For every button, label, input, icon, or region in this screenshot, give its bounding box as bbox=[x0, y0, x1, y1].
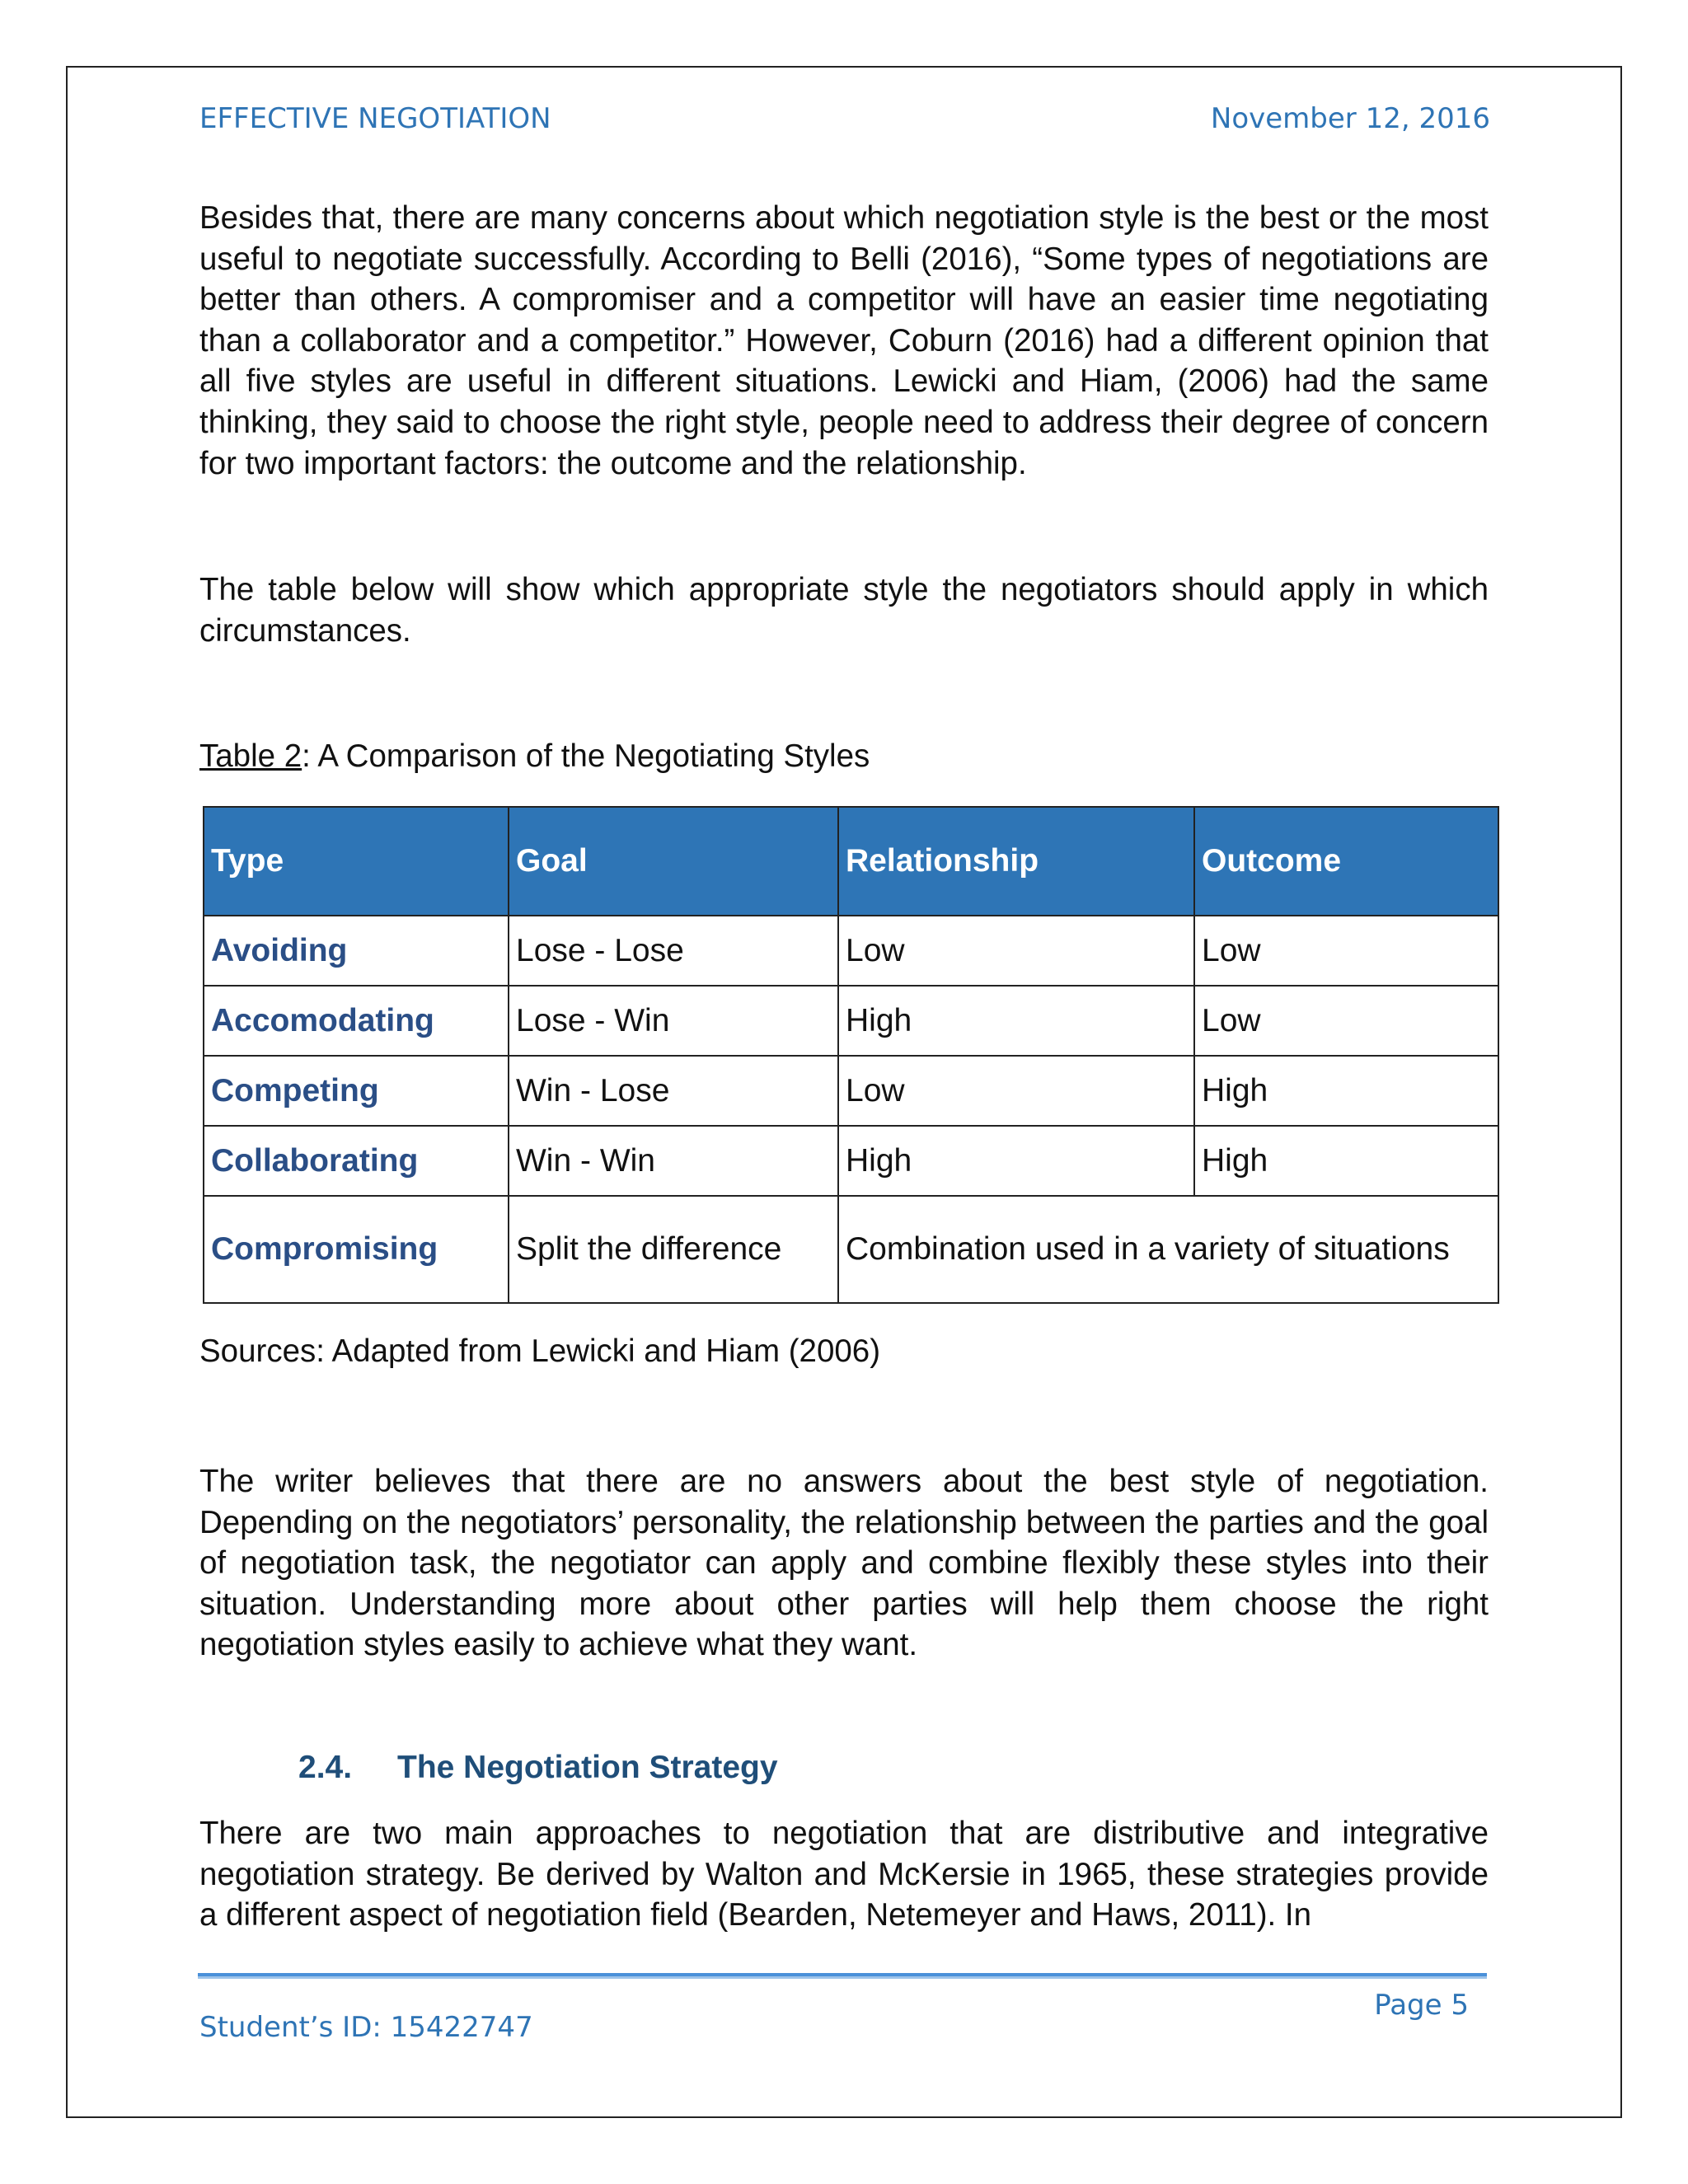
paragraph-writer-beliefs: The writer believes that there are no answers about the best style of negotiation. Depending on the negotiators’ personality, the relationship between the parties and the goal of negotiation task, the negotiator can apply and combine flexibly these styles into their situation. Understanding more about other parties will help them choose the right negotiation styles easily to achieve what they want. bbox=[199, 1464, 1489, 1663]
negotiating-styles-table bbox=[203, 806, 1499, 1304]
footer-student-id: Student’s ID: 15422747 bbox=[199, 2011, 533, 2044]
table-row bbox=[204, 986, 1498, 1056]
table-caption bbox=[199, 738, 870, 775]
cell-outcome: High bbox=[1194, 1126, 1498, 1196]
header-relationship: Relationship bbox=[838, 807, 1194, 916]
section-title: The Negotiation Strategy bbox=[397, 1750, 778, 1785]
paragraph-styles-concerns: Besides that, there are many concerns about which negotiation style is the best or the most useful to negotiate successfully. According to Belli (2016), “Some types of negotiations are better than others. A compromiser and a competitor will have an easier time negotiating than a collaborator and a competitor.” However, Coburn (2016) had a different opinion that all five styles are useful in different situations. Lewicki and Hiam, (2006) had the same thinking, they said to choose the right style, people need to address their degree of concern for two important factors: the outcome and the relationship. bbox=[199, 200, 1489, 481]
cell-relationship: Low bbox=[838, 916, 1194, 986]
cell-type: Collaborating bbox=[204, 1126, 509, 1196]
cell-goal: Win - Win bbox=[509, 1126, 838, 1196]
cell-type: Accomodating bbox=[204, 986, 509, 1056]
table-row bbox=[204, 1126, 1498, 1196]
cell-relationship: High bbox=[838, 986, 1194, 1056]
table-row bbox=[204, 1056, 1498, 1126]
cell-outcome: Low bbox=[1194, 986, 1498, 1056]
table-header-row bbox=[204, 807, 1498, 916]
paragraph-strategy-intro: There are two main approaches to negotiation that are distributive and integrative negotiation strategy. Be derived by Walton and McKersie in 1965, these strategies provide a different aspect of negotiation field (Bearden, Netemeyer and Haws, 2011). In bbox=[199, 1816, 1489, 1933]
cell-goal: Win - Lose bbox=[509, 1056, 838, 1126]
header-goal: Goal bbox=[509, 807, 838, 916]
table-caption-label: Table 2 bbox=[199, 738, 302, 774]
cell-type: Avoiding bbox=[204, 916, 509, 986]
table-row bbox=[204, 916, 1498, 986]
cell-goal: Lose - Lose bbox=[509, 916, 838, 986]
paragraph-table-intro: The table below will show which appropriate style the negotiators should apply in which circumstances. bbox=[199, 572, 1489, 649]
footer-page-number: Page 5 bbox=[1374, 1989, 1469, 2022]
cell-relationship: Low bbox=[838, 1056, 1194, 1126]
cell-type: Competing bbox=[204, 1056, 509, 1126]
section-heading bbox=[298, 1750, 778, 1786]
cell-relationship: High bbox=[838, 1126, 1194, 1196]
cell-outcome: High bbox=[1194, 1056, 1498, 1126]
cell-goal: Split the difference bbox=[509, 1196, 838, 1303]
cell-combined: Combination used in a variety of situations bbox=[838, 1196, 1498, 1303]
table-caption-text: : A Comparison of the Negotiating Styles bbox=[302, 738, 870, 774]
table-source: Sources: Adapted from Lewicki and Hiam (2006) bbox=[199, 1333, 881, 1369]
header-type: Type bbox=[204, 807, 509, 916]
section-number: 2.4. bbox=[298, 1750, 353, 1785]
cell-type: Compromising bbox=[204, 1196, 509, 1303]
cell-outcome: Low bbox=[1194, 916, 1498, 986]
footer-divider bbox=[198, 1973, 1487, 1976]
cell-goal: Lose - Win bbox=[509, 986, 838, 1056]
header-outcome: Outcome bbox=[1194, 807, 1498, 916]
header-title: EFFECTIVE NEGOTIATION bbox=[199, 102, 551, 135]
table-row bbox=[204, 1196, 1498, 1303]
header-date: November 12, 2016 bbox=[1210, 102, 1490, 135]
